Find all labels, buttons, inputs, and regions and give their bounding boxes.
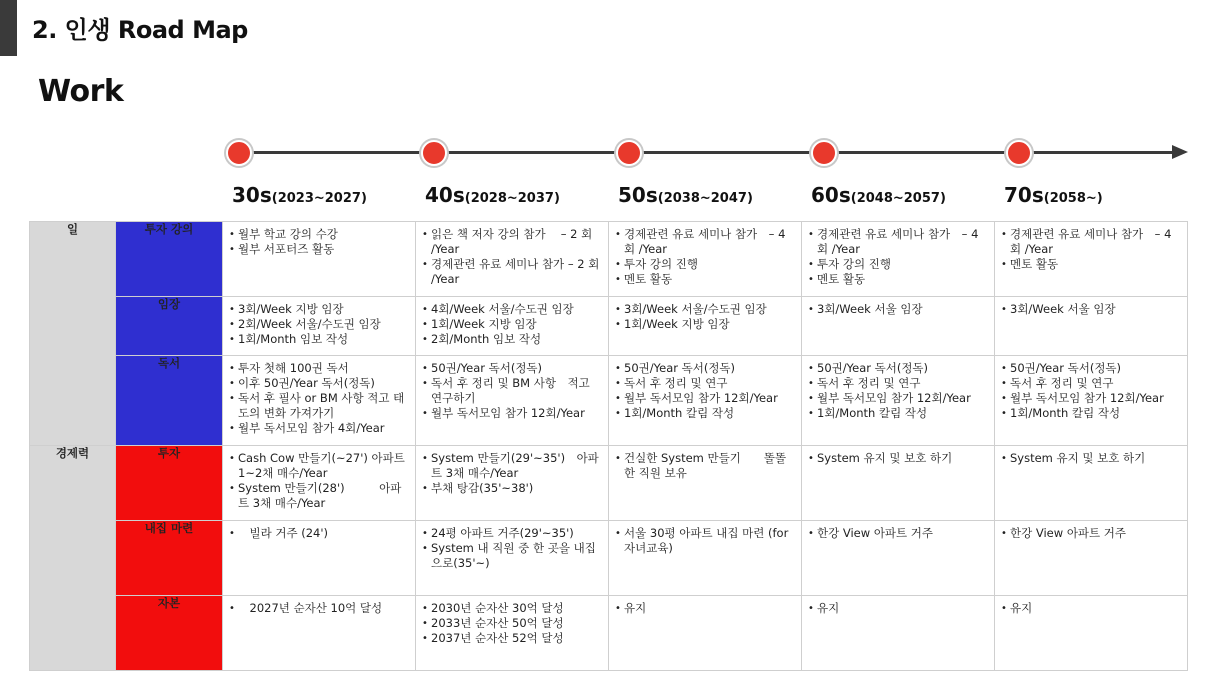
plan-list (615, 451, 796, 481)
year-range: (2028~2037) (464, 191, 560, 206)
plan-cell (609, 521, 802, 596)
section-title: 2. 인생 Road Map (32, 16, 248, 44)
plan-item: • 2회/Month 임보 작성 (422, 332, 603, 347)
plan-item: • 50권/Year 독서(정독) (615, 361, 796, 376)
plan-item: • 3회/Week 서울 임장 (808, 302, 989, 317)
plan-item: • 유지 (1001, 601, 1182, 616)
roadmap-row (30, 596, 1188, 671)
plan-list (229, 601, 410, 616)
plan-list (808, 451, 989, 466)
plan-list (1001, 302, 1182, 317)
category-label: 내집 마련 (116, 521, 223, 596)
roadmap-row (30, 297, 1188, 356)
plan-item: • System 내 직원 중 한 곳을 내집으로(35'~) (422, 541, 603, 571)
plan-item: • 24평 아파트 거주(29'~35') (422, 526, 603, 541)
plan-list (615, 302, 796, 332)
plan-cell (995, 222, 1188, 297)
plan-item: • 부채 탕감(35'~38') (422, 481, 603, 496)
timeline-label-50s (618, 183, 753, 207)
roadmap-row (30, 356, 1188, 446)
timeline-dot-30s (226, 140, 252, 166)
plan-item: • System 유지 및 보호 하기 (808, 451, 989, 466)
plan-item: • 한강 View 아파트 거주 (808, 526, 989, 541)
plan-cell (609, 596, 802, 671)
plan-list (808, 227, 989, 287)
plan-cell (416, 446, 609, 521)
timeline-label-30s (232, 183, 367, 207)
plan-list (808, 302, 989, 317)
plan-cell (995, 596, 1188, 671)
plan-list (615, 526, 796, 556)
plan-item: • 1회/Week 지방 임장 (422, 317, 603, 332)
timeline-line (240, 151, 1175, 154)
plan-item: • 서울 30평 아파트 내집 마련 (for 자녀교육) (615, 526, 796, 556)
plan-item: • 4회/Week 서울/수도권 임장 (422, 302, 603, 317)
plan-cell (609, 446, 802, 521)
plan-list (229, 302, 410, 347)
plan-cell (416, 521, 609, 596)
plan-cell (802, 222, 995, 297)
plan-item: • 1회/Week 지방 임장 (615, 317, 796, 332)
plan-item: • 독서 후 정리 및 BM 사항 적고 연구하기 (422, 376, 603, 406)
plan-item: • 월부 독서모임 참가 12회/Year (808, 391, 989, 406)
decade-label: 30s (232, 183, 272, 207)
plan-item: • 유지 (808, 601, 989, 616)
plan-cell (416, 222, 609, 297)
plan-item: • 독서 후 필사 or BM 사항 적고 태도의 변화 가져가기 (229, 391, 410, 421)
group-label: 일 (30, 222, 116, 446)
plan-list (1001, 526, 1182, 541)
plan-item: • 유지 (615, 601, 796, 616)
plan-list (615, 601, 796, 616)
plan-item: • 한강 View 아파트 거주 (1001, 526, 1182, 541)
roadmap-row (30, 222, 1188, 297)
plan-item: • 경제관련 유료 세미나 참가 – 2 회 /Year (422, 257, 603, 287)
roadmap-table (29, 221, 1188, 671)
plan-item: • 월부 독서모임 참가 4회/Year (229, 421, 410, 436)
plan-cell (223, 596, 416, 671)
timeline (0, 130, 1216, 210)
plan-list (615, 227, 796, 287)
plan-item: • 2037년 순자산 52억 달성 (422, 631, 603, 646)
plan-item: • 독서 후 정리 및 연구 (615, 376, 796, 391)
plan-item: • 2회/Week 서울/수도권 임장 (229, 317, 410, 332)
plan-list (422, 601, 603, 646)
plan-item: • 멘토 활동 (808, 272, 989, 287)
plan-cell (416, 356, 609, 446)
plan-item: • 이후 50권/Year 독서(정독) (229, 376, 410, 391)
plan-item: • 2033년 순자산 50억 달성 (422, 616, 603, 631)
plan-cell (609, 356, 802, 446)
plan-item: • 50권/Year 독서(정독) (422, 361, 603, 376)
plan-item: • 2027년 순자산 10억 달성 (229, 601, 410, 616)
plan-cell (802, 446, 995, 521)
plan-cell (609, 297, 802, 356)
plan-list (808, 601, 989, 616)
plan-list (422, 227, 603, 287)
plan-list (229, 451, 410, 511)
plan-item: • 2030년 순자산 30억 달성 (422, 601, 603, 616)
plan-cell (802, 596, 995, 671)
plan-cell (995, 446, 1188, 521)
plan-cell (802, 297, 995, 356)
plan-list (229, 361, 410, 436)
plan-item: • 멘토 활동 (1001, 257, 1182, 272)
plan-list (422, 302, 603, 347)
plan-list (229, 526, 410, 541)
plan-item: • 월부 학교 강의 수강 (229, 227, 410, 242)
category-label: 자본 (116, 596, 223, 671)
plan-item: • 투자 첫해 100권 독서 (229, 361, 410, 376)
plan-item: • 경제관련 유료 세미나 참가 – 4 회 /Year (808, 227, 989, 257)
timeline-dot-60s (811, 140, 837, 166)
plan-item: • 월부 독서모임 참가 12회/Year (615, 391, 796, 406)
plan-item: • 1회/Month 임보 작성 (229, 332, 410, 347)
roadmap-row (30, 446, 1188, 521)
plan-item: • 투자 강의 진행 (808, 257, 989, 272)
plan-item: • System 유지 및 보호 하기 (1001, 451, 1182, 466)
plan-cell (223, 297, 416, 356)
plan-item: • 1회/Month 칼림 작성 (1001, 406, 1182, 421)
timeline-label-60s (811, 183, 946, 207)
plan-item: • System 만들기(29'~35') 아파트 3채 매수/Year (422, 451, 603, 481)
plan-cell (995, 297, 1188, 356)
plan-cell (416, 596, 609, 671)
plan-cell (416, 297, 609, 356)
plan-item: • 50권/Year 독서(정독) (1001, 361, 1182, 376)
plan-item: • Cash Cow 만들기(~27') 아파트 1~2채 매수/Year (229, 451, 410, 481)
timeline-arrow-icon (1172, 145, 1188, 159)
category-label: 투자 (116, 446, 223, 521)
plan-item: • 멘토 활동 (615, 272, 796, 287)
plan-item: • 투자 강의 진행 (615, 257, 796, 272)
year-range: (2023~2027) (271, 191, 367, 206)
decade-label: 40s (425, 183, 465, 207)
plan-list (808, 361, 989, 421)
plan-item: • 독서 후 정리 및 연구 (808, 376, 989, 391)
plan-cell (223, 446, 416, 521)
timeline-label-40s (425, 183, 560, 207)
plan-cell (223, 222, 416, 297)
timeline-label-70s (1004, 183, 1103, 207)
year-range: (2038~2047) (657, 191, 753, 206)
plan-item: • 독서 후 정리 및 연구 (1001, 376, 1182, 391)
plan-cell (223, 356, 416, 446)
plan-item: • 3회/Week 서울 임장 (1001, 302, 1182, 317)
page-title: Work (38, 74, 124, 109)
year-range: (2048~2057) (850, 191, 946, 206)
plan-cell (995, 521, 1188, 596)
timeline-dot-40s (421, 140, 447, 166)
category-label: 임장 (116, 297, 223, 356)
plan-list (1001, 451, 1182, 466)
plan-item: • 1회/Month 칼림 작성 (808, 406, 989, 421)
plan-item: • 빌라 거주 (24') (229, 526, 410, 541)
roadmap-row (30, 521, 1188, 596)
plan-cell (802, 521, 995, 596)
plan-item: • 월부 서포터즈 활동 (229, 242, 410, 257)
decade-label: 50s (618, 183, 658, 207)
category-label: 독서 (116, 356, 223, 446)
plan-list (808, 526, 989, 541)
decade-label: 60s (811, 183, 851, 207)
plan-list (229, 227, 410, 257)
roadmap-body (30, 222, 1188, 671)
plan-list (422, 451, 603, 496)
category-label: 투자 강의 (116, 222, 223, 297)
plan-list (1001, 601, 1182, 616)
plan-cell (223, 521, 416, 596)
plan-item: • 1회/Month 칼림 작성 (615, 406, 796, 421)
decade-label: 70s (1004, 183, 1044, 207)
year-range: (2058~) (1043, 191, 1103, 206)
plan-cell (995, 356, 1188, 446)
plan-list (422, 361, 603, 421)
header-accent-bar (0, 0, 17, 56)
plan-item: • 3회/Week 서울/수도권 임장 (615, 302, 796, 317)
plan-item: • 월부 독서모임 참가 12회/Year (1001, 391, 1182, 406)
plan-item: • 건실한 System 만들기 똘똘한 직원 보유 (615, 451, 796, 481)
plan-list (1001, 361, 1182, 421)
plan-item: • 3회/Week 지방 임장 (229, 302, 410, 317)
plan-item: • 읽은 책 저자 강의 참가 – 2 회 /Year (422, 227, 603, 257)
plan-item: • 경제관련 유료 세미나 참가 – 4 회 /Year (615, 227, 796, 257)
plan-item: • 50권/Year 독서(정독) (808, 361, 989, 376)
plan-cell (609, 222, 802, 297)
plan-list (1001, 227, 1182, 272)
plan-item: • 월부 독서모임 참가 12회/Year (422, 406, 603, 421)
plan-item: • System 만들기(28') 아파트 3채 매수/Year (229, 481, 410, 511)
plan-list (422, 526, 603, 571)
timeline-dot-70s (1006, 140, 1032, 166)
group-label: 경제력 (30, 446, 116, 671)
plan-list (615, 361, 796, 421)
timeline-dot-50s (616, 140, 642, 166)
plan-item: • 경제관련 유료 세미나 참가 – 4 회 /Year (1001, 227, 1182, 257)
plan-cell (802, 356, 995, 446)
